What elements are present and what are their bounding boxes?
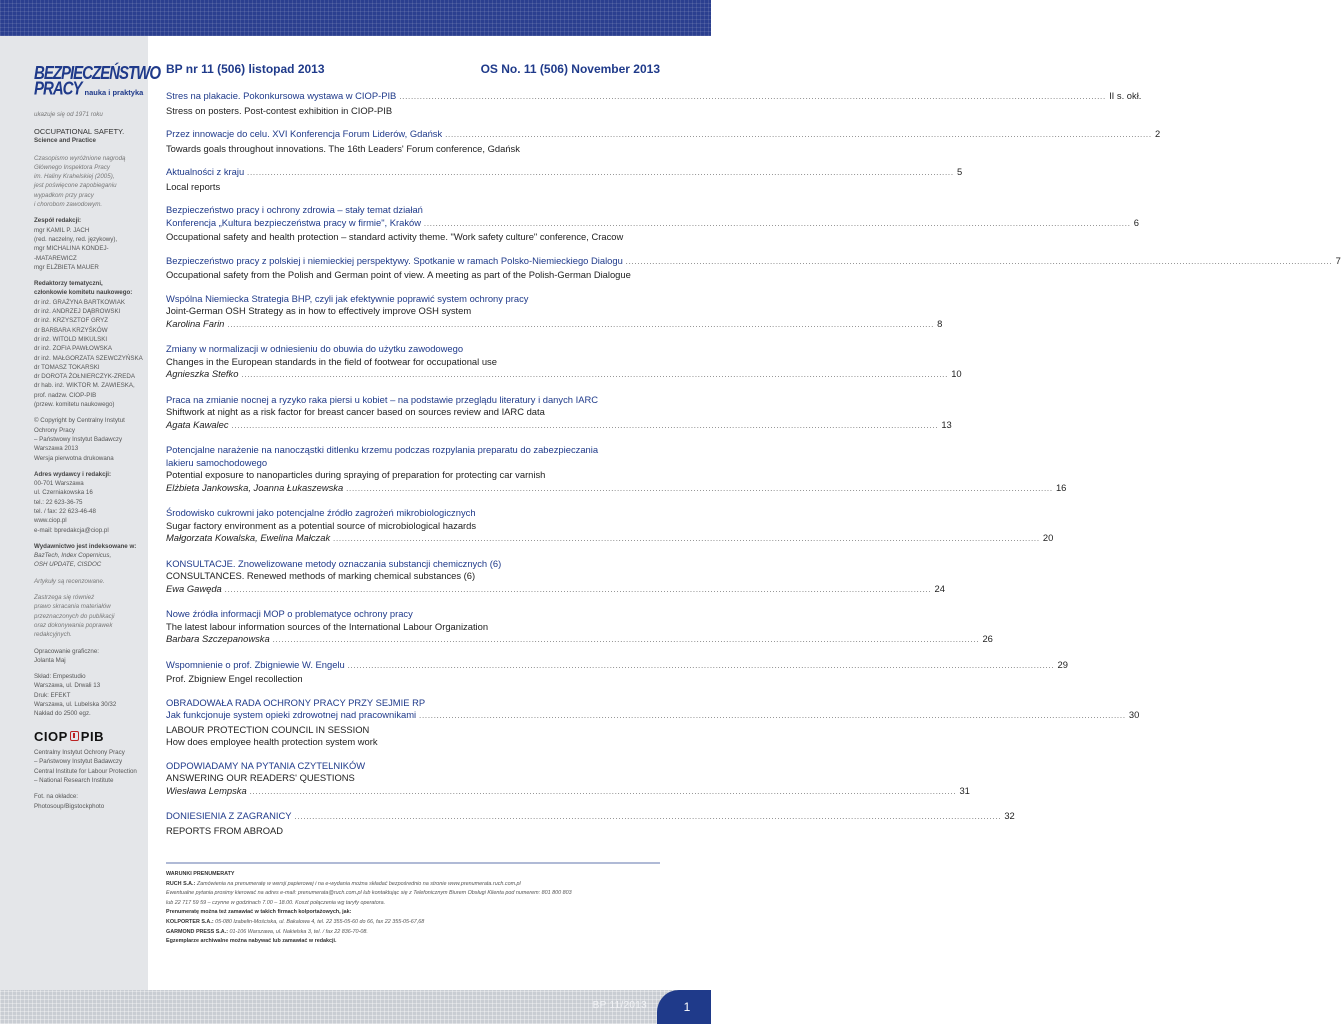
toc-page-number: 6 (1133, 216, 1139, 228)
editorial-team (34, 216, 144, 272)
garmond-info (166, 928, 660, 938)
institute-line: – National Research Institute (34, 777, 114, 785)
indexing-line: BazTech, Index Copernicus, (34, 552, 112, 560)
thematic-editor: dr inż. KRZYSZTOF GRYZ (34, 317, 109, 325)
issue-title-polish: BP nr 11 (506) listopad 2013 (166, 62, 325, 76)
toc-page-number: 13 (941, 418, 952, 430)
copyright-line: Wersja pierwotna drukowana (34, 454, 114, 462)
leader-dots (348, 661, 1055, 674)
ruch-hours-text: lub 22 717 59 59 – czynne w godzinach 7.00 – 18.00. Koszt połączenia wg taryfy operatora. (166, 899, 386, 906)
toc-title-pl: Praca na zmianie nocnej a ryzyko raka piersi u kobiet – na podstawie przeglądu literatury i danych IARC (166, 393, 598, 405)
rights-note (34, 593, 144, 639)
toc-entry[interactable] (166, 128, 1161, 155)
toc-title-pl: Bezpieczeństwo pracy i ochrony zdrowia – stały temat działań (166, 204, 423, 215)
toc-title-en: Shiftwork at night as a risk factor for breast cancer based on sources review and IARC data (166, 406, 545, 417)
toc-author: Elżbieta Jankowska, Joanna Łukaszewska (166, 481, 344, 493)
leader-dots (445, 130, 1152, 143)
leader-dots (227, 320, 934, 333)
indexing-note (34, 542, 144, 570)
thematic-editor: dr hab. inż. WIKTOR M. ZAWIESKA, (34, 382, 135, 390)
toc-author: Karolina Farin (166, 317, 225, 329)
address-line: ul. Czerniakowska 16 (34, 489, 93, 497)
toc-entry[interactable] (166, 507, 1054, 547)
print-credit (34, 672, 144, 718)
logo-title-line1: BEZPIECZEŃSTWO (34, 62, 161, 84)
rights-line: redakcyjnych. (34, 631, 72, 639)
award-line: i chorobom zawodowym. (34, 201, 103, 209)
toc-title-en: Stress on posters. Post-contest exhibition in CIOP-PIB (166, 104, 393, 116)
magazine-logo (34, 62, 161, 100)
toc-title-pl: Jak funkcjonuje system opieki zdrowotnej nad pracownikami (166, 709, 417, 720)
editor-line: (red. naczelny, red. językowy), (34, 235, 118, 243)
toc-title-pl: Środowisko cukrowni jako potencjalne źródło zagrożeń mikrobiologicznych (166, 507, 476, 518)
toc-title-pl: Bezpieczeństwo pracy z polskiej i niemieckiej perspektywy. Spotkanie w ramach Polsko-Niemieckiego Dialogu (166, 254, 623, 266)
ciop-emblem-icon (70, 731, 79, 741)
archive-note (166, 937, 660, 947)
kolporter-info (166, 918, 660, 928)
toc-title-pl: KONSULTACJE. Znowelizowane metody oznaczania substancji chemicznych (6) (166, 557, 502, 569)
issue-header (166, 62, 660, 76)
thematic-editors-label: członkowie komitetu naukowego: (34, 289, 133, 297)
award-line: wypadkom przy pracy (34, 191, 94, 199)
agencies-note (166, 908, 660, 918)
toc-title-pl: Aktualności z kraju (166, 166, 245, 177)
toc-title-pl: Potencjalne narażenie na nanocząstki ditlenku krzemu podczas rozpylania preparatu do zabezpieczania (166, 444, 599, 455)
garmond-text: 01-106 Warszawa, ul. Nakielska 3, tel. / fax 22 836-70-08. (229, 928, 368, 935)
toc-entry[interactable] (166, 204, 1139, 244)
toc-title-pl: ODPOWIADAMY NA PYTANIA CZYTELNIKÓW (166, 759, 366, 771)
address-label: Adres wydawcy i redakcji: (34, 470, 112, 478)
toc-title-pl: Konferencja „Kultura bezpieczeństwa pracy w firmie", Kraków (166, 216, 421, 228)
toc-line (166, 254, 1341, 270)
institute-line: Central Institute for Labour Protection (34, 767, 137, 775)
toc-title-en: ANSWERING OUR READERS' QUESTIONS (166, 772, 355, 783)
copyright-line: © Copyright by Centralny Instytut (34, 417, 125, 425)
toc-page-number: 7 (1335, 254, 1341, 266)
print-line: Druk: EFEKT (34, 691, 71, 699)
thematic-editor: dr inż. MAŁGORZATA SZEWCZYŃSKA (34, 354, 143, 362)
leader-dots (626, 257, 1333, 270)
ruch-hours (166, 899, 660, 909)
ciop-logo-right: PIB (80, 728, 104, 744)
english-title: OCCUPATIONAL SAFETY. (34, 127, 125, 137)
toc-entry[interactable] (166, 254, 1341, 282)
toc-line (166, 368, 962, 383)
photo-line: Photosoup/Bigstockphoto (34, 802, 105, 810)
rights-line: przeznaczonych do publikacji (34, 612, 115, 620)
thematic-editor: dr inż. ZOFIA PAWŁOWSKA (34, 345, 113, 353)
thematic-editor: dr DOROTA ŻOŁNIERCZYK-ZREDA (34, 373, 135, 381)
kolporter-label: KOLPORTER S.A.: (166, 918, 214, 925)
toc-page-number: II s. okł. (1109, 90, 1142, 101)
print-line: Warszawa, ul. Drwali 13 (34, 682, 101, 690)
agencies-text: Prenumeratę można też zamawiać w takich firmach kolportażowych, jak: (166, 909, 352, 916)
thematic-editors (34, 279, 144, 409)
thematic-editor: (przew. komitetu naukowego) (34, 401, 115, 409)
toc-title-pl: Stres na plakacie. Pokonkursowa wystawa w CIOP-PIB (166, 90, 397, 101)
toc-entry[interactable] (166, 444, 1067, 496)
toc-line (166, 418, 952, 434)
leader-dots (232, 421, 939, 434)
award-line: im. Haliny Krahelskiej (2005), (34, 173, 115, 181)
toc-title-en: Occupational safety from the Polish and German point of view. A meeting as part of the Polish-German Dialogue (166, 269, 631, 280)
thematic-editor: prof. nadzw. CIOP-PIB (34, 391, 97, 399)
toc-entry[interactable] (166, 90, 1142, 117)
thematic-editor: dr BARBARA KRZYŚKÓW (34, 326, 108, 334)
leader-dots (419, 711, 1126, 724)
toc-title-en: Local reports (166, 180, 221, 192)
award-line: Czasopismo wyróżnione nagrodą (34, 154, 126, 162)
leader-dots (333, 534, 1040, 547)
address-line: e-mail: bpredakcja@ciop.pl (34, 526, 109, 534)
address-line: tel. / fax: 22 623-46-48 (34, 507, 96, 515)
leader-dots (399, 92, 1106, 105)
toc-line (166, 216, 1139, 232)
ciop-pib-logo (34, 727, 144, 747)
toc-entry[interactable] (166, 557, 945, 598)
toc-title-en: Prof. Zbigniew Engel recollection (166, 673, 303, 684)
graphic-design-credit (34, 647, 144, 666)
toc-page-number: 2 (1154, 128, 1161, 139)
top-decorative-band (0, 0, 711, 36)
thematic-editor: dr inż. WITOLD MIKULSKI (34, 335, 108, 343)
editorial-team-label: Zespół redakcji: (34, 217, 82, 225)
toc-page-number: 32 (1004, 810, 1015, 821)
institute-line: Centralny Instytut Ochrony Pracy (34, 749, 125, 757)
toc-author: Agata Kawalec (166, 418, 229, 430)
english-subtitle: Science and Practice (34, 137, 96, 145)
address-line: 00-701 Warszawa (34, 480, 84, 488)
logo-title-line2: PRACY (34, 78, 82, 100)
toc-title-en: The latest labour information sources of the International Labour Organization (166, 620, 489, 632)
toc-line (166, 784, 970, 800)
toc-entry[interactable] (166, 696, 1140, 749)
toc-entry[interactable] (166, 292, 943, 333)
tagline: ukazuje się od 1971 roku (34, 111, 103, 118)
toc-title-en: REPORTS FROM ABROAD (166, 824, 284, 836)
page-number-tab: 1 (657, 990, 711, 1024)
leader-dots (247, 168, 954, 181)
toc-entry[interactable] (166, 658, 1068, 686)
toc-title-pl: Wspomnienie o prof. Zbigniewie W. Engelu (166, 658, 345, 670)
institute-line: – Państwowy Instytut Badawczy (34, 758, 123, 766)
award-note (34, 154, 144, 210)
footer-issue-label: BP 11/2013 (592, 1000, 647, 1011)
photo-line: Fot. na okładce: (34, 793, 79, 801)
copyright-line: – Państwowy Instytut Badawczy (34, 435, 123, 443)
toc-page-number: 31 (959, 784, 970, 796)
toc-title-pl: lakieru samochodowego (166, 456, 268, 468)
toc-title-pl: DONIESIENIA Z ZAGRANICY (166, 810, 292, 821)
toc-page-number: 8 (937, 317, 943, 329)
toc-title-en: Sugar factory environment as a potential source of microbiological hazards (166, 519, 477, 531)
garmond-label: GARMOND PRESS S.A.: (166, 928, 228, 935)
ruch-text: Zamówienia na prenumeratę w wersji papierowej i na e-wydania można składać bezpośrednio na stronie www.prenumerata.ruch.com.pl (196, 880, 521, 887)
graphic-line: Opracowanie graficzne: (34, 647, 100, 655)
toc-title-en: How does employee health protection system work (166, 736, 378, 747)
ciop-logo-left: CIOP (34, 728, 68, 744)
toc-title-en: CONSULTANCES. Renewed methods of marking chemical substances (6) (166, 570, 476, 581)
ruch-label: RUCH S.A.: (166, 880, 196, 887)
kolporter-text: 05-080 Izabelin-Mościska, ul. Bakalowa 4, tel. 22 355-05-60 do 66, fax 22 355-05-67,68 (215, 918, 425, 925)
copyright-note (34, 416, 144, 462)
graphic-line: Jolanta Maj (34, 656, 66, 664)
print-line: Skład: Empestudio (34, 673, 86, 681)
toc-author: Wiesława Lempska (166, 784, 247, 796)
print-line: Nakład do 2500 egz. (34, 710, 91, 718)
editor-line: mgr KAMIL P. JACH (34, 226, 90, 234)
toc-line (166, 633, 993, 648)
leader-dots (225, 585, 932, 598)
ruch-contact (166, 889, 660, 899)
thematic-editor: dr inż. GRAŻYNA BARTKOWIAK (34, 298, 125, 306)
toc-page-number: 5 (956, 166, 963, 177)
rights-line: prawo skracania materiałów (34, 603, 111, 611)
toc-entry[interactable] (166, 166, 963, 193)
award-line: Głównego Inspektora Pracy (34, 163, 111, 171)
leader-dots (273, 635, 980, 648)
editor-line: -MATAREWICZ (34, 254, 77, 262)
toc-line (166, 90, 1142, 105)
rights-line: oraz dokonywania poprawek (34, 621, 113, 629)
toc-line (166, 481, 1067, 497)
leader-dots (346, 484, 1053, 497)
toc-title-en: Occupational safety and health protection – standard activity theme. "Work safety culture" conference, Cracow (166, 231, 624, 242)
address-line: www.ciop.pl (34, 517, 67, 525)
toc-entry[interactable] (166, 810, 1015, 837)
institute-description (34, 748, 144, 785)
toc-title-en: Potential exposure to nanoparticles during spraying of preparation for protecting car varnish (166, 469, 546, 480)
publisher-address (34, 470, 144, 535)
logo-subtitle: nauka i praktyka (84, 88, 144, 97)
leader-dots (241, 370, 948, 383)
toc-line (166, 709, 1140, 724)
toc-page-number: 30 (1128, 709, 1140, 720)
leader-dots (295, 812, 1002, 825)
toc-page-number: 10 (951, 368, 962, 379)
print-line: Warszawa, ul. Lubelska 30/32 (34, 701, 117, 709)
toc-line (166, 166, 963, 181)
award-line: jest poświęcone zapobieganiu (34, 182, 117, 190)
toc-entry[interactable] (166, 343, 962, 383)
toc-page-number: 26 (982, 633, 993, 644)
toc-line (166, 658, 1068, 674)
toc-title-pl: Przez innowacje do celu. XVI Konferencja Forum Liderów, Gdańsk (166, 128, 443, 139)
ruch-info (166, 880, 660, 890)
archive-text: Egzemplarze archiwalne można nabywać lub zamawiać w redakcji. (166, 938, 337, 945)
toc-title-pl: Wspólna Niemiecka Strategia BHP, czyli jak efektywnie poprawić system ochrony pracy (166, 292, 529, 304)
copyright-line: Ochrony Pracy (34, 426, 75, 434)
toc-entry[interactable] (166, 608, 993, 648)
toc-page-number: 24 (934, 582, 945, 594)
cover-photo-credit (34, 792, 144, 811)
leader-dots (424, 219, 1131, 232)
toc-author: Małgorzata Kowalska, Ewelina Małczak (166, 532, 331, 543)
toc-line (166, 532, 1054, 547)
leader-dots (250, 787, 957, 800)
toc-title-pl: OBRADOWAŁA RADA OCHRONY PRACY PRZY SEJMIE RP (166, 696, 426, 708)
indexing-line: OSH UPDATE, CISDOC (34, 561, 102, 569)
toc-author: Barbara Szczepanowska (166, 633, 270, 644)
toc-line (166, 810, 1015, 825)
masthead-content (34, 62, 161, 818)
toc-title-pl: Nowe źródła informacji MOP o problematyce ochrony pracy (166, 608, 413, 619)
address-line: tel.: 22 623-36-75 (34, 498, 83, 506)
table-of-contents (166, 62, 1341, 848)
toc-page-number: 20 (1042, 532, 1054, 543)
toc-author: Ewa Gawęda (166, 582, 222, 594)
thematic-editor: dr inż. ANDRZEJ DĄBROWSKI (34, 308, 121, 316)
toc-line (166, 582, 945, 598)
toc-page-number: 16 (1055, 481, 1067, 493)
toc-title-en: Towards goals throughout innovations. The 16th Leaders' Forum conference, Gdańsk (166, 142, 520, 154)
masthead-sidebar (0, 36, 161, 990)
copyright-line: Warszawa 2013 (34, 445, 79, 453)
toc-line (166, 317, 943, 333)
toc-title-en: Changes in the European standards in the field of footwear for occupational use (166, 355, 497, 367)
issue-title-english: OS No. 11 (506) November 2013 (480, 62, 660, 76)
toc-title-en: LABOUR PROTECTION COUNCIL IN SESSION (166, 723, 370, 735)
subscription-title: WARUNKI PRENUMERATY (166, 871, 235, 877)
ruch-contact-text: Ewentualne pytania prosimy kierować na adres e-mail: prenumerata@ruch.com.pl lub kontaktując się z Telefonicznym Biurem Obsługi Klienta pod numerem: 801 800 803 (166, 890, 572, 897)
thematic-editor: dr TOMASZ TOKARSKI (34, 363, 100, 371)
toc-author: Agnieszka Stefko (166, 368, 239, 379)
toc-line (166, 128, 1161, 143)
review-note: Artykuły są recenzowane. (34, 577, 105, 585)
toc-entry[interactable] (166, 759, 970, 800)
editor-line: mgr MICHALINA KONDEJ- (34, 245, 109, 253)
toc-title-pl: Zmiany w normalizacji w odniesieniu do obuwia do użytku zawodowego (166, 343, 464, 354)
rights-line: Zastrzega się również (34, 594, 95, 602)
toc-page-number: 29 (1057, 658, 1068, 670)
editor-line: mgr ELŻBIETA MAUER (34, 263, 99, 271)
thematic-editors-label: Redaktorzy tematyczni, (34, 280, 103, 288)
subscription-info (166, 862, 660, 947)
indexing-label: Wydawnictwo jest indeksowane w: (34, 542, 137, 550)
toc-title-en: Joint-German OSH Strategy as in how to effectively improve OSH system (166, 305, 472, 316)
toc-entry[interactable] (166, 393, 952, 434)
